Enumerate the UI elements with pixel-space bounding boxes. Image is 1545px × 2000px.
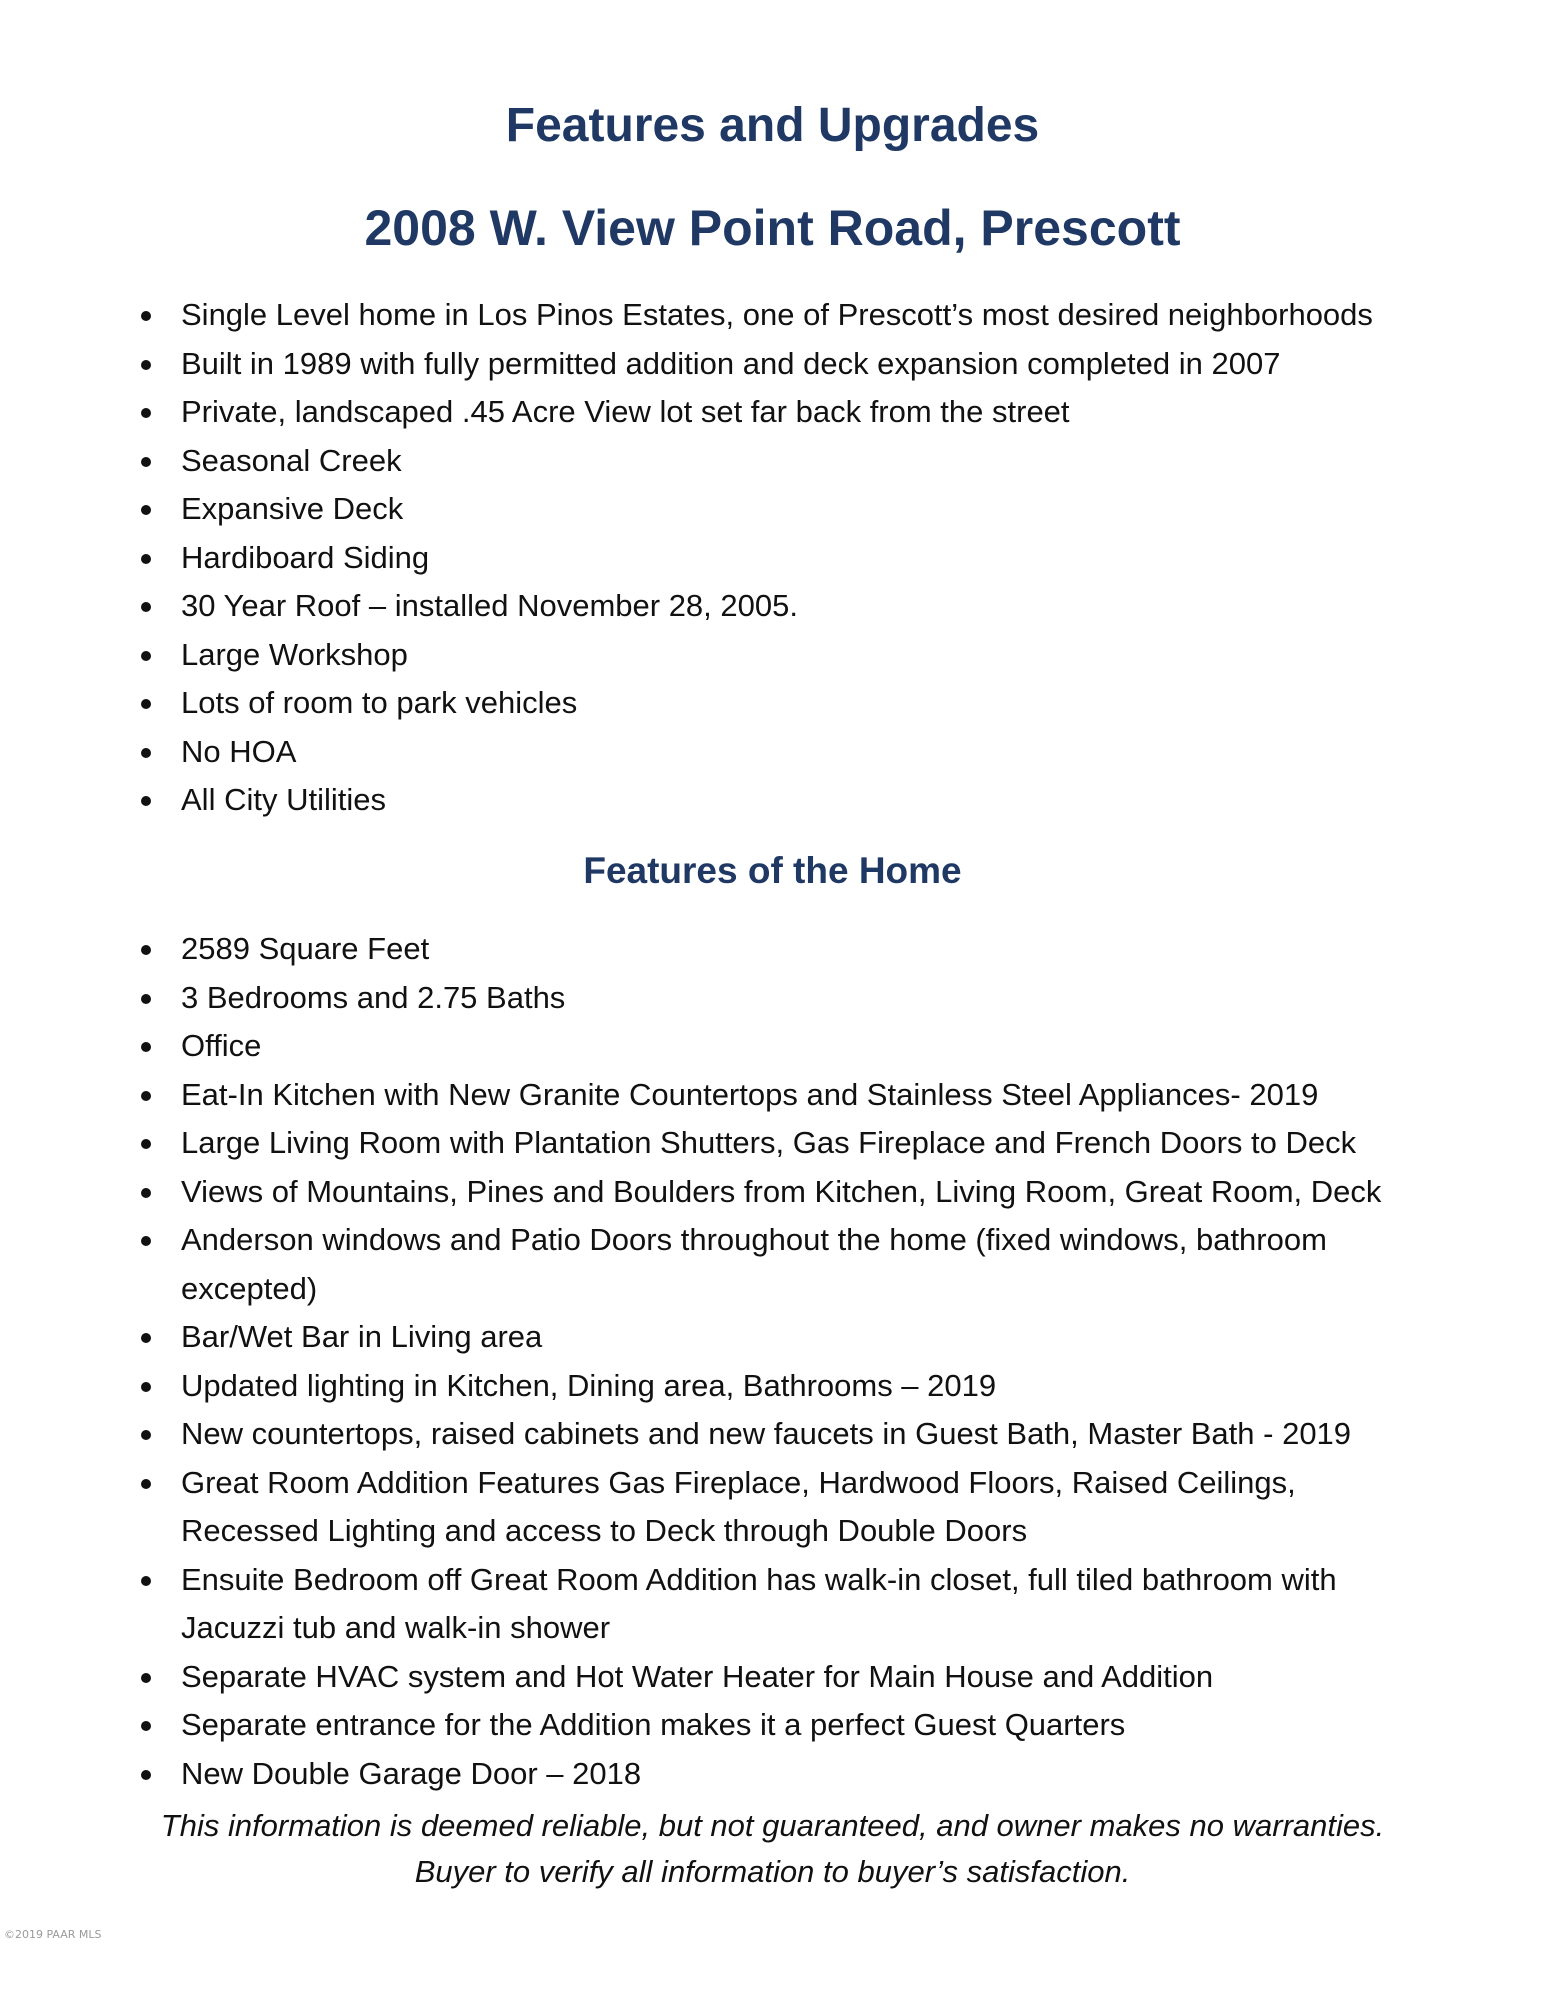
list-item: Expansive Deck (0, 485, 1421, 534)
list-item: Large Living Room with Plantation Shutters, Gas Fireplace and French Doors to Deck (0, 1119, 1421, 1168)
section-heading: Features of the Home (583, 850, 962, 891)
list-item: Large Workshop (0, 631, 1421, 680)
disclaimer-line-2: Buyer to verify all information to buyer’s satisfaction. (414, 1854, 1131, 1889)
list-item: No HOA (0, 728, 1421, 777)
list-item: Bar/Wet Bar in Living area (0, 1313, 1421, 1362)
list-item: All City Utilities (0, 776, 1421, 825)
list-item: Separate HVAC system and Hot Water Heater for Main House and Addition (0, 1653, 1421, 1702)
disclaimer-line-1: This information is deemed reliable, but not guaranteed, and owner makes no warranties. (160, 1808, 1385, 1843)
list-item: New countertops, raised cabinets and new faucets in Guest Bath, Master Bath - 2019 (0, 1410, 1421, 1459)
list-item: Views of Mountains, Pines and Boulders from Kitchen, Living Room, Great Room, Deck (0, 1168, 1421, 1217)
list-item: 3 Bedrooms and 2.75 Baths (0, 974, 1421, 1023)
list-item: Built in 1989 with fully permitted addition and deck expansion completed in 2007 (0, 340, 1421, 389)
list-item: 30 Year Roof – installed November 28, 2005. (0, 582, 1421, 631)
list-item: New Double Garage Door – 2018 (0, 1750, 1421, 1799)
list-item: Office (0, 1022, 1421, 1071)
list-item: Great Room Addition Features Gas Fireplace, Hardwood Floors, Raised Ceilings, Recessed Lighting and access to Deck through Double Doors (0, 1459, 1421, 1556)
list-item: Seasonal Creek (0, 437, 1421, 486)
list-item: Single Level home in Los Pinos Estates, one of Prescott’s most desired neighborhoods (0, 291, 1421, 340)
mls-watermark: ©2019 PAAR MLS (4, 1928, 102, 1941)
upgrades-list (0, 291, 1421, 825)
list-item: Lots of room to park vehicles (0, 679, 1421, 728)
list-item: Anderson windows and Patio Doors throughout the home (fixed windows, bathroom excepted) (0, 1216, 1421, 1313)
list-item: Hardiboard Siding (0, 534, 1421, 583)
list-item: Eat-In Kitchen with New Granite Countertops and Stainless Steel Appliances- 2019 (0, 1071, 1421, 1120)
home-features-list (0, 925, 1421, 1798)
list-item: Updated lighting in Kitchen, Dining area, Bathrooms – 2019 (0, 1362, 1421, 1411)
list-item: Separate entrance for the Addition makes it a perfect Guest Quarters (0, 1701, 1421, 1750)
document-title: Features and Upgrades (505, 99, 1040, 152)
list-item: 2589 Square Feet (0, 925, 1421, 974)
list-item: Private, landscaped .45 Acre View lot set far back from the street (0, 388, 1421, 437)
list-item: Ensuite Bedroom off Great Room Addition has walk-in closet, full tiled bathroom with Jacuzzi tub and walk-in shower (0, 1556, 1421, 1653)
property-address: 2008 W. View Point Road, Prescott (364, 200, 1181, 256)
